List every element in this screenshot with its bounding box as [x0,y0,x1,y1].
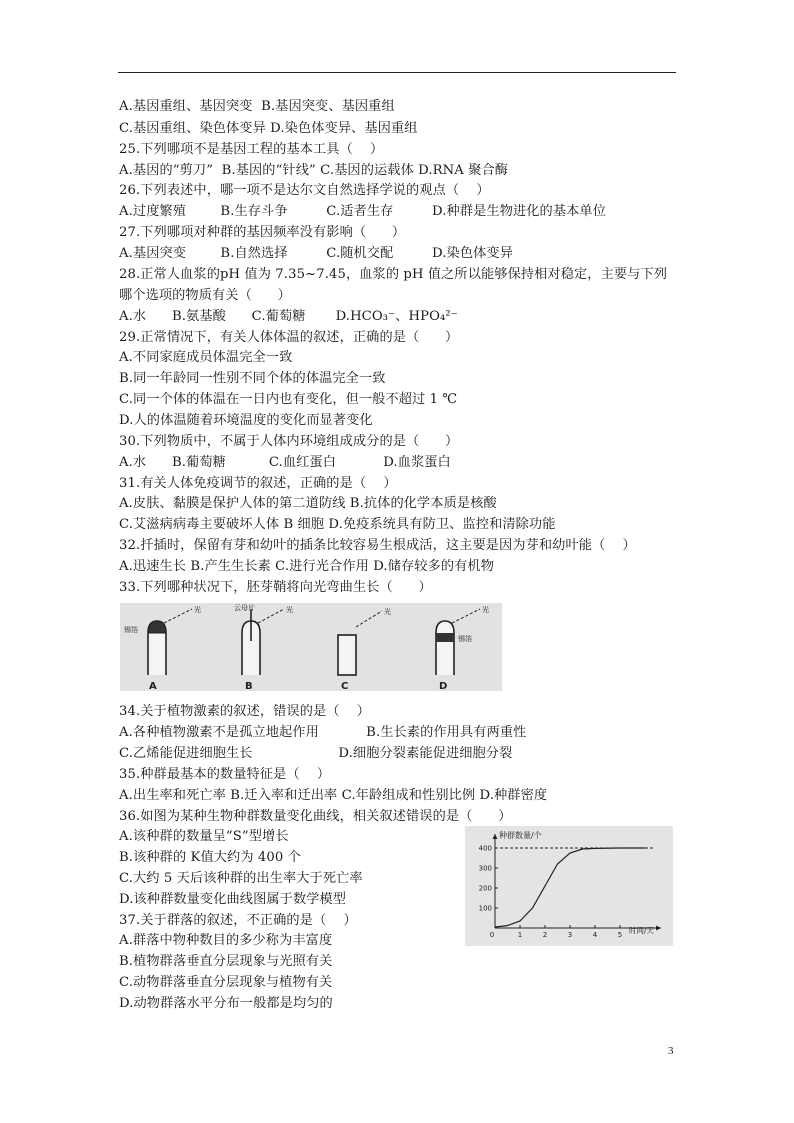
text-line: 32.扦插时，保留有芽和幼叶的插条比较容易生根成活，这主要是因为芽和幼叶能（ ） [119,538,636,553]
y-axis-arrow [493,834,498,839]
text-line: C.基因重组、染色体变异 D.染色体变异、基因重组 [119,121,418,136]
x-tick-label: 3 [567,931,573,939]
y-tick-label: 100 [478,904,492,913]
y-tick-label: 300 [478,864,492,873]
text-line: 31.有关人体免疫调节的叙述，正确的是（ ） [119,476,397,491]
header-rule [118,72,676,73]
panel-label-a: A [149,681,157,691]
text-line: 30.下列物质中，不属于人体内环境组成成分的是（ ） [119,434,459,449]
text-line: C.动物群落垂直分层现象与植物有关 [119,975,333,990]
text-line: D.该种群数量变化曲线图属于数学模型 [119,892,347,907]
text-line: 28.正常人血浆的pH 值为 7.35~7.45，血浆的 pH 值之所以能够保持相对稳定，主要与下列 [119,267,668,282]
x-tick-label: 5 [617,931,623,939]
text-line: C.艾滋病病毒主要破坏人体 B 细胞 D.免疫系统具有防卫、监控和清除功能 [119,517,556,532]
text-line: 35.种群最基本的数量特征是（ ） [119,767,331,782]
population-chart [465,826,673,946]
population-curve [495,848,645,927]
text-line: A.各种植物激素不是孤立地起作用 B.生长素的作用具有两重性 [119,725,527,740]
text-line: A.基因突变 B.自然选择 C.随机交配 D.染色体变异 [119,246,513,261]
x-axis-label: 时间/天 [629,926,655,935]
coleoptile-c [338,607,391,691]
text-line: D.人的体温随着环境温度的变化而显著变化 [119,413,373,428]
text-line: B.该种群的 K值大约为 400 个 [119,850,301,865]
text-line: C.同一个体的体温在一日内也有变化，但一般不超过 1 ℃ [119,392,458,407]
text-line: 25.下列哪项不是基因工程的基本工具（ ） [119,142,384,157]
text-line: 29.正常情况下，有关人体体温的叙述，正确的是（ ） [119,330,459,345]
panel-label-d: D [439,681,448,691]
text-line: A.不同家庭成员体温完全一致 [119,350,293,365]
text-line: 36.如图为某种生物种群数量变化曲线，相关叙述错误的是（ ） [119,809,512,824]
text-line: A.基因的“剪刀” B.基因的“针线” C.基因的运载体 D.RNA 聚合酶 [119,163,509,178]
coleoptile-a [124,605,201,691]
text-line: C.乙烯能促进细胞生长 D.细胞分裂素能促进细胞分裂 [119,746,513,761]
y-axis-label: 种群数量/个 [499,831,542,840]
text-line: 34.关于植物激素的叙述，错误的是（ ） [119,704,371,719]
text-line: A.基因重组、基因突变 B.基因突变、基因重组 [119,99,395,114]
coleoptile-d [436,605,489,691]
text-line: 26.下列表述中，哪一项不是达尔文自然选择学说的观点（ ） [119,183,490,198]
y-tick-label: 400 [478,844,492,853]
text-line: A.群落中物种数目的多少称为丰富度 [119,933,333,948]
x-tick-label: 4 [592,931,598,939]
text-line: B.植物群落垂直分层现象与光照有关 [119,954,333,969]
text-line: A.皮肤、黏膜是保护人体的第二道防线 B.抗体的化学本质是核酸 [119,496,497,511]
coleoptile-b [234,603,293,691]
text-line: A.该种群的数量呈“S”型增长 [119,829,289,844]
x-tick-label: 2 [542,931,548,939]
x-tick-label: 1 [517,931,523,939]
panel-label-b: B [245,681,253,691]
population-line [495,848,645,927]
text-line: 哪个选项的物质有关（ ） [119,288,291,303]
x-tick-label: 0 [489,931,495,939]
mica-label: 云母片 [234,604,255,612]
text-line: A.过度繁殖 B.生存斗争 C.适者生存 D.种群是生物进化的基本单位 [119,204,606,219]
panel-label-c: C [341,681,349,691]
light-label-d: 光 [482,606,489,614]
text-line: A.水 B.氨基酸 C.葡萄糖 D.HCO₃⁻、HPO₄²⁻ [119,309,458,324]
text-line: A.迅速生长 B.产生生长素 C.进行光合作用 D.储存较多的有机物 [119,559,494,574]
tinfoil-label-a: 锡箔 [124,626,138,634]
text-line: 27.下列哪项对种群的基因频率没有影响（ ） [119,225,406,240]
y-tick-label: 200 [478,884,492,893]
text-line: C.大约 5 天后该种群的出生率大于死亡率 [119,871,363,886]
page-number: 3 [668,1045,674,1057]
text-line: A.水 B.葡萄糖 C.血红蛋白 D.血浆蛋白 [119,455,451,470]
coleoptile-figure [120,603,502,691]
light-label-c: 光 [384,608,391,616]
text-line: D.动物群落水平分布一般都是均匀的 [119,996,333,1011]
tinfoil-label-d: 锡箔 [458,635,472,643]
light-label-b: 光 [286,606,293,614]
light-label-a: 光 [194,606,201,614]
x-axis-arrow [656,926,661,931]
x-tick-labels [490,925,622,939]
text-line: 37.关于群落的叙述，不正确的是（ ） [119,913,357,928]
text-line: 33.下列哪种状况下，胚芽鞘将向光弯曲生长（ ） [119,580,432,595]
text-line: B.同一年龄同一性别不同个体的体温完全一致 [119,371,386,386]
text-line: A.出生率和死亡率 B.迁入率和迁出率 C.年龄组成和性别比例 D.种群密度 [119,788,548,803]
